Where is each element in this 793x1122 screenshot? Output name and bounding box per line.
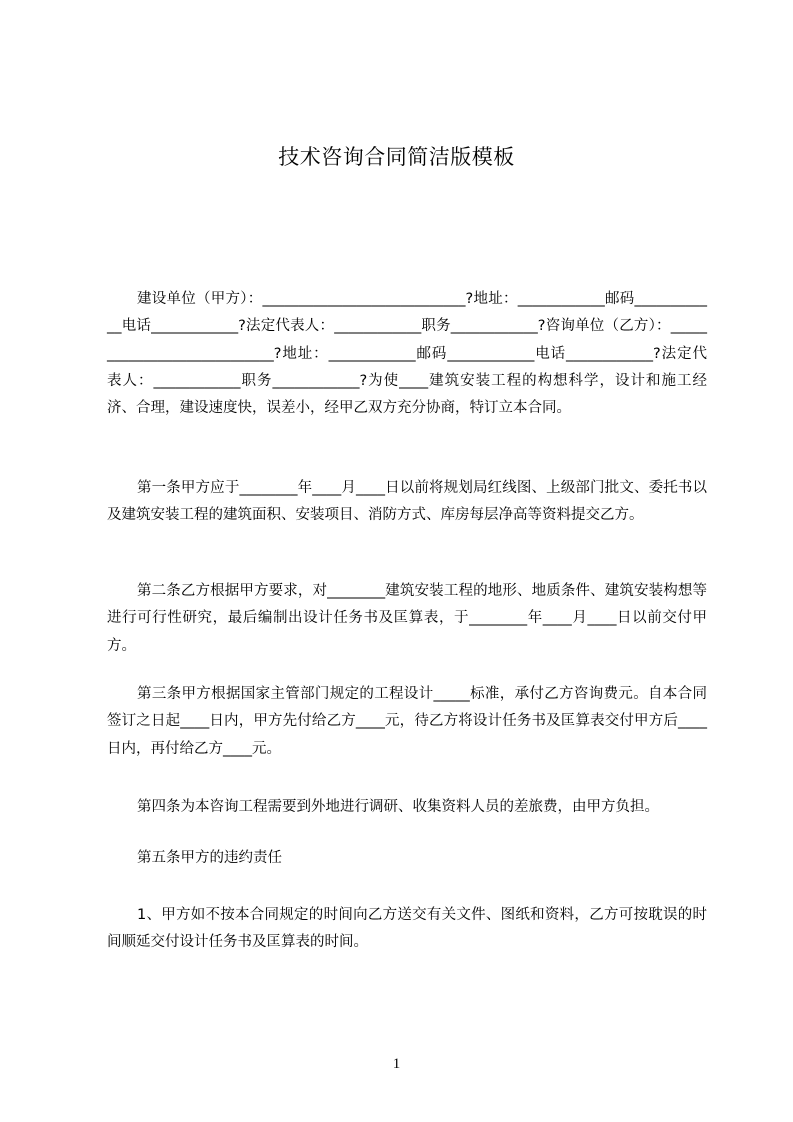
page-number: 1 bbox=[392, 1056, 401, 1072]
paragraph-article-3: 第三条甲方根据国家主管部门规定的工程设计_____标准，承付乙方咨询费元。自本合同签订之日起____日内，甲方先付给乙方____元，待乙方将设计任务书及匡算表交付甲方后____日内，再付给乙方____元。 bbox=[107, 686, 707, 757]
paragraph-article-4: 第四条为本咨询工程需要到外地进行调研、收集资料人员的差旅费，由甲方负担。 bbox=[137, 799, 659, 815]
paragraph-article-1: 第一条甲方应于________年____月____日以前将规划局红线图、上级部门批文、委托书以及建筑安装工程的建筑面积、安装项目、消防方式、库房每层净高等资料提交乙方。 bbox=[107, 480, 707, 524]
paragraph-article-5-item-1: 1、甲方如不按本合同规定的时间向乙方送交有关文件、图纸和资料，乙方可按耽误的时间顺延交付设计任务书及匡算表的时间。 bbox=[107, 907, 707, 951]
paragraph-article-2: 第二条乙方根据甲方要求，对________建筑安装工程的地形、地质条件、建筑安装构想等进行可行性研究，最后编制出设计任务书及匡算表，于________年____月____日以前交付甲方。 bbox=[107, 583, 707, 654]
paragraph-article-5-heading: 第五条甲方的违约责任 bbox=[137, 850, 282, 866]
document-title: 技术咨询合同简洁版模板 bbox=[278, 145, 515, 169]
paragraph-parties: 建设单位（甲方）：____________________________?地址：____________邮码____________电话____________?法定代表人：____________职务____________?咨询单位（乙方）：____________________________?地址：____________邮码____________电话____________?法定代表人：____________职务____________?为使____建筑安装工程的构想科学，设计和施工经济、合理，建设速度快，误差小，经甲乙双方充分协商，特订立本合同。 bbox=[107, 291, 707, 417]
